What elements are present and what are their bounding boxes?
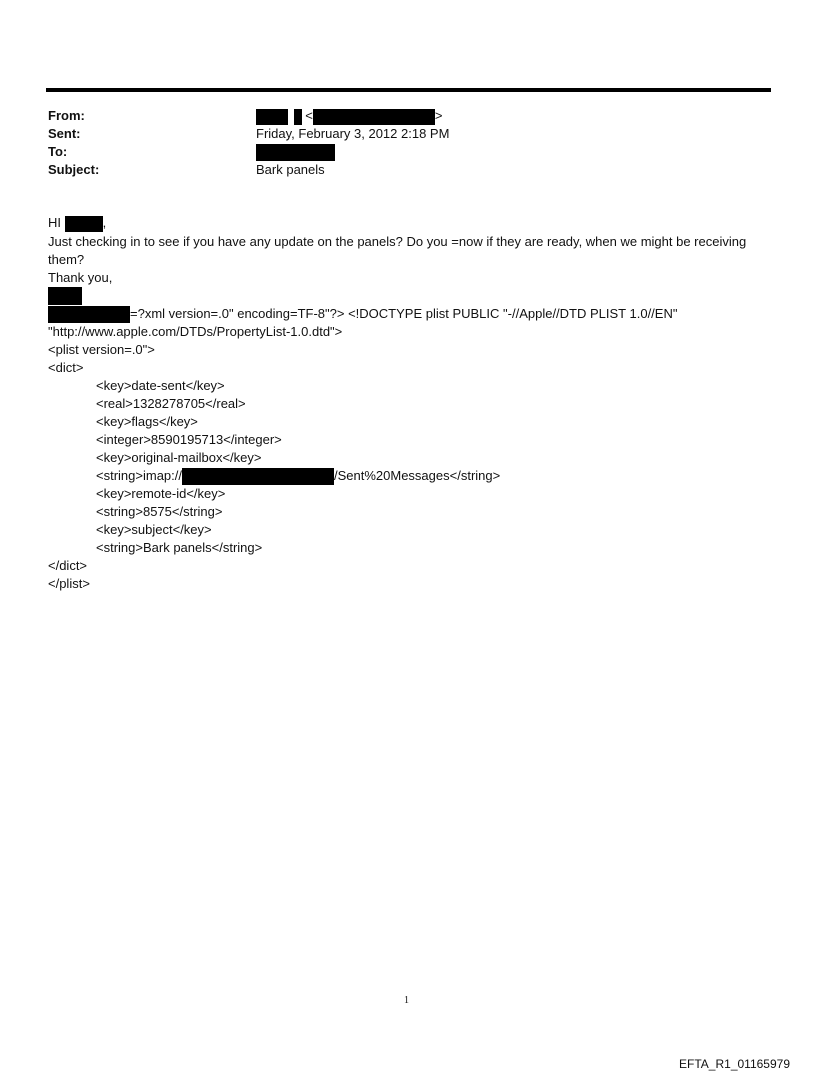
subject-label: Subject: — [48, 162, 100, 177]
sent-value: Friday, February 3, 2012 2:18 PM — [256, 126, 450, 141]
subject-value: Bark panels — [256, 162, 325, 177]
message-line: them? — [48, 252, 85, 267]
from-value — [256, 107, 442, 125]
plist-line: <key>remote-id</key> — [96, 486, 226, 501]
message-line: Just checking in to see if you have any update on the panels? Do you =now if they are ready, when we might be receiving — [48, 234, 747, 249]
plist-line: <real>1328278705</real> — [96, 396, 246, 411]
redaction-box — [256, 109, 288, 125]
redaction-box — [65, 216, 103, 232]
plist-line: <key>subject</key> — [96, 522, 212, 537]
plist-open: <plist version=.0"> — [48, 342, 155, 357]
from-gt: > — [434, 108, 443, 123]
redaction-box — [313, 109, 435, 125]
page-number: 1 — [404, 995, 409, 1006]
greeting-comma: , — [102, 215, 107, 230]
from-label: From: — [48, 108, 85, 123]
document-id: EFTA_R1_01165979 — [679, 1057, 790, 1071]
greeting-text: HI — [48, 215, 61, 230]
dict-close: </dict> — [48, 558, 88, 573]
header-rule — [46, 88, 771, 92]
from-lt: < — [305, 108, 313, 123]
to-value — [256, 143, 335, 161]
message-line: Thank you, — [48, 270, 113, 285]
dict-open: <dict> — [48, 360, 84, 375]
redaction-box — [182, 468, 334, 485]
plist-line-imap — [96, 467, 500, 485]
imap-end: /Sent%20Messages</string> — [334, 468, 501, 483]
plist-line: <key>flags</key> — [96, 414, 198, 429]
signature-redaction — [48, 287, 82, 305]
xml-declaration — [48, 305, 677, 323]
plist-close: </plist> — [48, 576, 90, 591]
plist-line: <key>date-sent</key> — [96, 378, 225, 393]
xml-decl-text: =?xml version=.0" encoding=TF-8"?> <!DOCTYPE plist PUBLIC "-//Apple//DTD PLIST 1.0//EN" — [130, 306, 678, 321]
dtd-url: "http://www.apple.com/DTDs/PropertyList-1.0.dtd"> — [48, 324, 343, 339]
redaction-box — [256, 144, 335, 161]
plist-line: <integer>8590195713</integer> — [96, 432, 282, 447]
plist-line: <string>8575</string> — [96, 504, 223, 519]
greeting — [48, 214, 106, 232]
sent-label: Sent: — [48, 126, 81, 141]
plist-line: <string>Bark panels</string> — [96, 540, 263, 555]
redaction-box — [48, 306, 130, 323]
redaction-box — [294, 109, 302, 125]
imap-start: <string>imap:// — [96, 468, 182, 483]
plist-line: <key>original-mailbox</key> — [96, 450, 262, 465]
to-label: To: — [48, 144, 68, 159]
